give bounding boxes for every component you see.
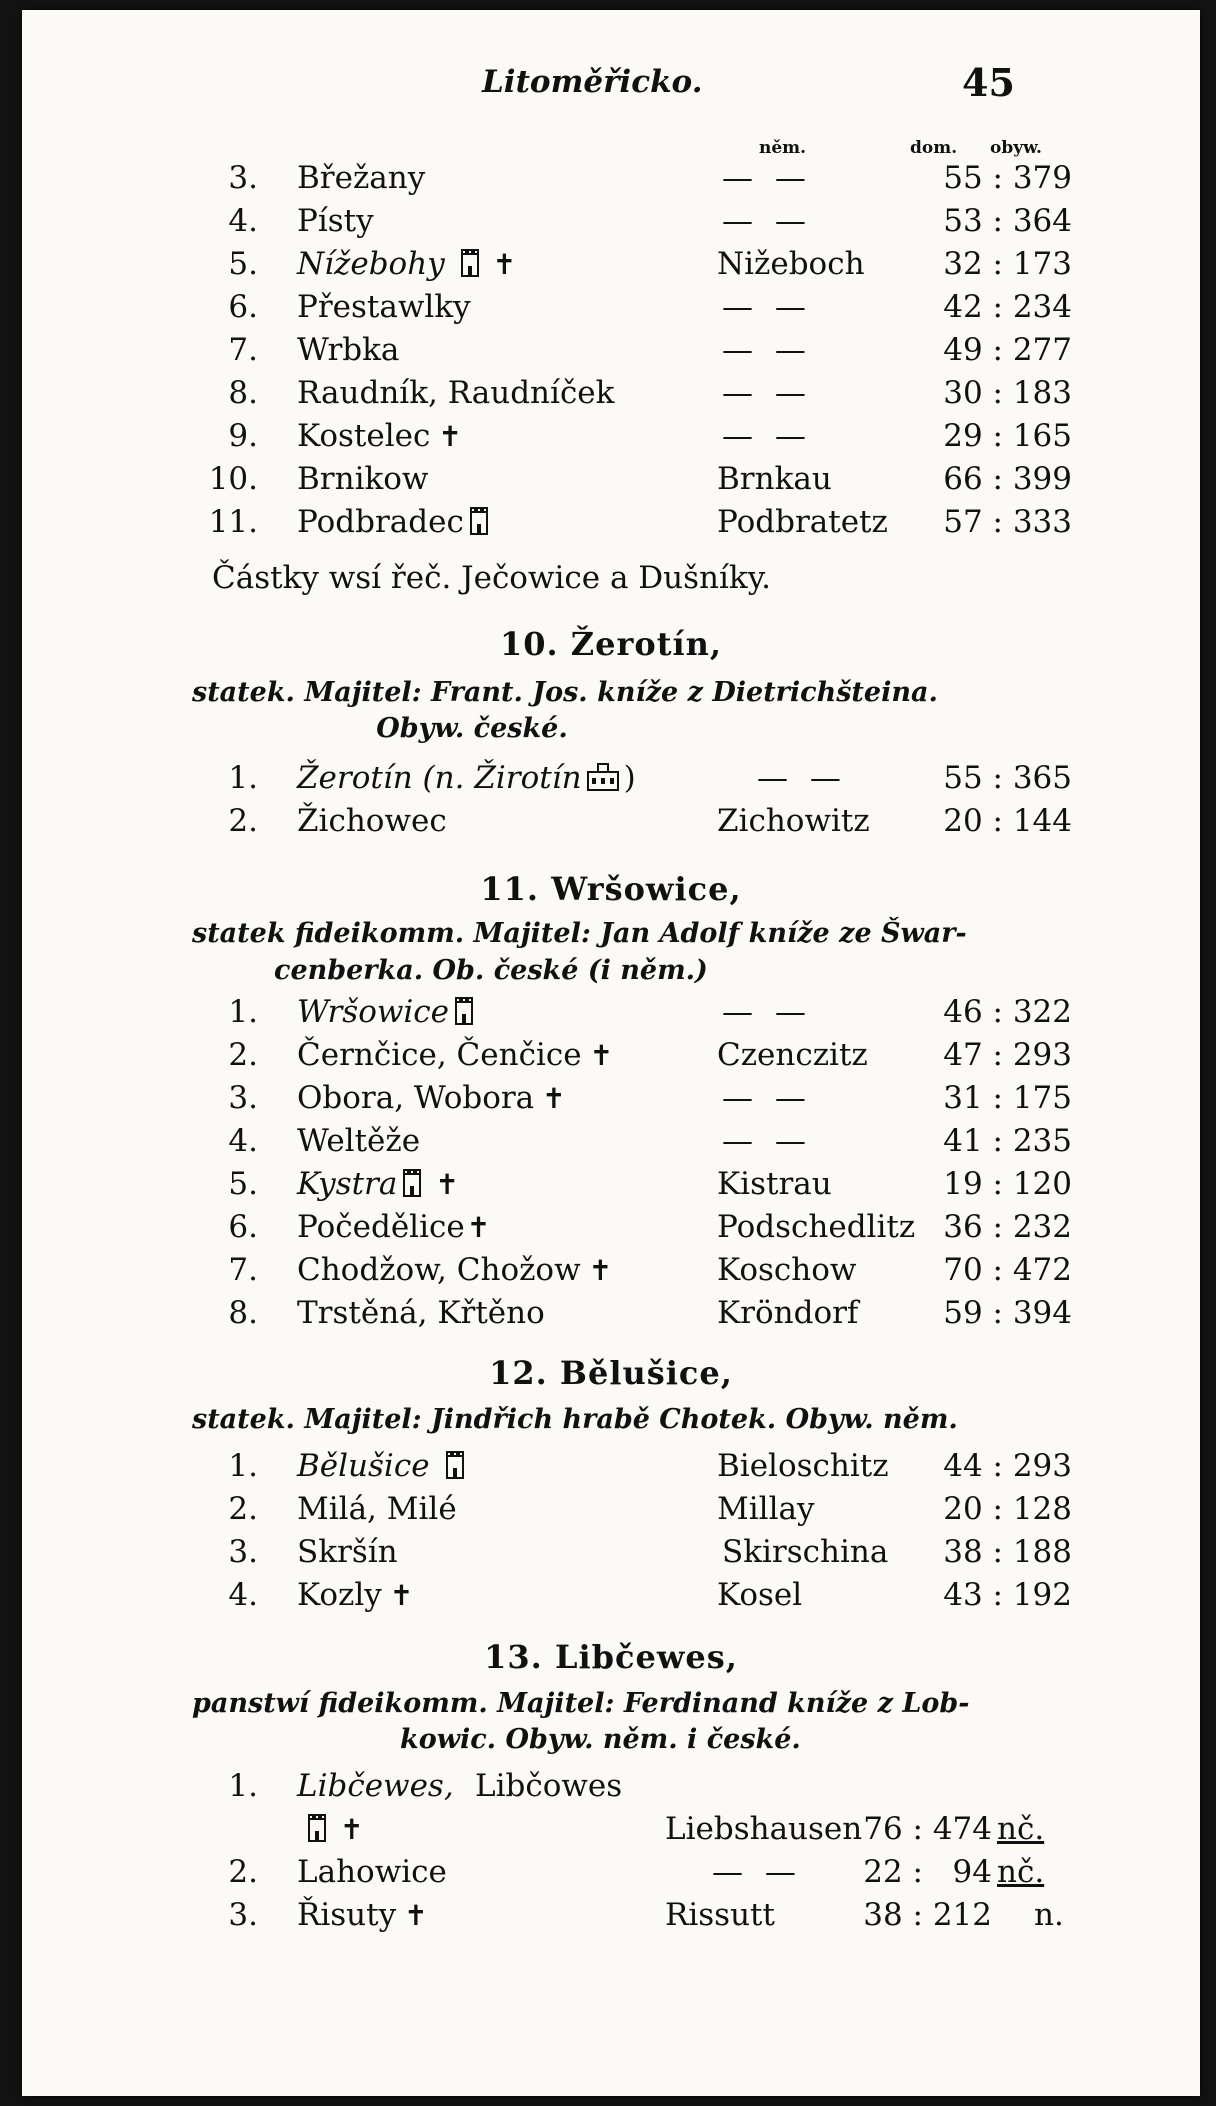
section-description: panstwí fideikomm. Majitel: Ferdinand kníže z Lob-	[192, 1688, 970, 1719]
section-description: statek fideikomm. Majitel: Jan Adolf kníže ze Šwar-	[192, 918, 967, 949]
german-name: — —	[722, 994, 812, 1030]
table-row	[22, 201, 1200, 241]
castle-icon	[586, 762, 620, 792]
german-name: — —	[722, 289, 812, 325]
row-number: 6.	[228, 1209, 258, 1245]
village-name: Brnikow	[297, 461, 429, 497]
village-name: Chodžow, Chožow	[297, 1252, 581, 1288]
statistics: 31 : 175	[943, 1080, 1072, 1116]
table-row	[22, 416, 1200, 456]
castle-icon	[453, 996, 475, 1026]
table-row	[22, 1532, 1200, 1572]
village-name: Trstěná, Křtěno	[297, 1295, 545, 1331]
german-name: Rissutt	[665, 1897, 775, 1933]
row-number: 5.	[228, 1166, 258, 1202]
german-name: Kröndorf	[717, 1295, 859, 1331]
table-row	[22, 1078, 1200, 1118]
german-name: Bieloschitz	[717, 1448, 889, 1484]
table-row	[22, 330, 1200, 370]
cross-icon: ✝	[404, 1899, 428, 1932]
village-name: Kozly	[297, 1577, 382, 1613]
column-head-german: něm.	[759, 138, 807, 158]
german-name: Millay	[717, 1491, 815, 1527]
statistics: 53 : 364	[943, 203, 1072, 239]
village-name: Kostelec	[297, 418, 431, 454]
statistics: 41 : 235	[943, 1123, 1072, 1159]
row-number: 5.	[228, 246, 258, 282]
statistics: 42 : 234	[943, 289, 1072, 325]
table-row	[22, 1164, 1200, 1204]
statistics: 43 : 192	[943, 1577, 1072, 1613]
village-name: Obora, Wobora	[297, 1080, 535, 1116]
row-number: 9.	[228, 418, 258, 454]
village-name: Břežany	[297, 160, 426, 196]
row-number: 2.	[228, 1037, 258, 1073]
village-name: Nížebohy	[297, 246, 445, 282]
german-name: — —	[722, 1080, 812, 1116]
village-name: Bělušice	[297, 1448, 430, 1484]
table-row	[22, 1121, 1200, 1161]
statistics: 38 : 212	[863, 1897, 992, 1933]
row-number: 7.	[228, 332, 258, 368]
section-title: 12. Bělušice,	[489, 1354, 733, 1392]
row-number: 2.	[228, 803, 258, 839]
statistics: 19 : 120	[943, 1166, 1072, 1202]
page-number: 45	[962, 60, 1015, 105]
german-name: Podschedlitz	[717, 1209, 916, 1245]
running-head	[22, 60, 1200, 114]
row-number: 1.	[228, 1768, 258, 1804]
table-row	[22, 1446, 1200, 1486]
table-row	[22, 1293, 1200, 1333]
row-number: 10.	[208, 461, 258, 497]
village-name: Weltěže	[297, 1123, 421, 1159]
table-row	[22, 158, 1200, 198]
row-number: 1.	[228, 760, 258, 796]
statistics: 44 : 293	[943, 1448, 1072, 1484]
table-row	[22, 1489, 1200, 1529]
german-name: Brnkau	[717, 461, 832, 497]
village-name: Písty	[297, 203, 374, 239]
document-page	[22, 10, 1200, 2096]
german-name: — —	[757, 760, 847, 796]
statistics: 55 : 379	[943, 160, 1072, 196]
table-row	[22, 287, 1200, 327]
village-name: Černčice, Čenčice	[297, 1037, 582, 1073]
row-number: 8.	[228, 1295, 258, 1331]
village-alt-name: Libčowes	[475, 1768, 623, 1804]
cross-icon: ✝	[340, 1813, 364, 1846]
paren-close: )	[623, 760, 636, 796]
section-description: cenberka. Ob. české (i něm.)	[274, 955, 708, 986]
statistics: 66 : 399	[943, 461, 1072, 497]
cross-icon: ✝	[542, 1082, 566, 1115]
village-name: Libčewes,	[297, 1768, 454, 1804]
cross-icon: ✝	[589, 1039, 614, 1072]
row-number: 2.	[228, 1854, 258, 1890]
german-name: Kosel	[717, 1577, 803, 1613]
castle-icon	[468, 506, 490, 536]
village-name: Počedělice	[297, 1209, 465, 1245]
cross-icon: ✝	[435, 1168, 459, 1201]
statistics: 46 : 322	[943, 994, 1072, 1030]
section-description: statek. Majitel: Frant. Jos. kníže z Dietrichšteina.	[192, 677, 938, 708]
table-row	[22, 992, 1200, 1032]
row-number: 3.	[228, 160, 258, 196]
german-name: Skirschina	[722, 1534, 889, 1570]
statistics: 76 : 474	[863, 1811, 992, 1847]
german-name: Zichowitz	[717, 803, 870, 839]
german-name: Kistrau	[717, 1166, 832, 1202]
table-row	[22, 373, 1200, 413]
row-number: 8.	[228, 375, 258, 411]
castle-icon	[401, 1168, 423, 1198]
table-row	[22, 459, 1200, 499]
german-name: Liebshausen	[665, 1811, 863, 1847]
statistics: 30 : 183	[943, 375, 1072, 411]
german-name: Podbratetz	[717, 504, 888, 540]
row-number: 2.	[228, 1491, 258, 1527]
village-name: Wršowice	[297, 994, 450, 1030]
row-number: 1.	[228, 994, 258, 1030]
table-row	[22, 1250, 1200, 1290]
village-name: Skršín	[297, 1534, 398, 1570]
statistics: 22 : 94	[863, 1854, 992, 1890]
row-number: 4.	[228, 1123, 258, 1159]
german-name: Nižeboch	[717, 246, 865, 282]
german-name: — —	[722, 332, 812, 368]
german-name: — —	[722, 203, 812, 239]
cross-icon: ✝	[389, 1579, 414, 1612]
row-number: 6.	[228, 289, 258, 325]
table-row	[22, 1809, 1200, 1849]
table-row	[22, 1895, 1200, 1935]
german-name: — —	[712, 1854, 802, 1890]
row-number: 7.	[228, 1252, 258, 1288]
cross-icon: ✝	[438, 420, 462, 453]
table-row	[22, 1575, 1200, 1615]
section-title: 13. Libčewes,	[484, 1638, 738, 1676]
german-name: Koschow	[717, 1252, 857, 1288]
statistics: 55 : 365	[943, 760, 1072, 796]
castle-icon	[459, 248, 481, 278]
page-title: Litoměřicko.	[482, 64, 703, 100]
cross-icon: ✝	[588, 1254, 613, 1287]
village-name: Milá, Milé	[297, 1491, 457, 1527]
german-name: — —	[722, 1123, 812, 1159]
statistics: 32 : 173	[943, 246, 1072, 282]
statistics: 57 : 333	[943, 504, 1072, 540]
village-name: Žerotín (n. Žirotín	[297, 760, 582, 796]
row-number: 3.	[228, 1080, 258, 1116]
language-note: nč.	[997, 1811, 1045, 1847]
cross-icon: ✝	[492, 248, 517, 281]
section-title: 10. Žerotín,	[499, 625, 723, 663]
row-number: 3.	[228, 1897, 258, 1933]
statistics: 47 : 293	[943, 1037, 1072, 1073]
table-row	[22, 801, 1200, 841]
village-name: Raudník, Raudníček	[297, 375, 615, 411]
german-name: — —	[722, 418, 812, 454]
section-title: 11. Wršowice,	[480, 870, 742, 908]
table-row	[22, 1035, 1200, 1075]
language-note: n.	[1034, 1897, 1064, 1933]
table-row	[22, 502, 1200, 542]
table-row	[22, 1852, 1200, 1892]
statistics: 20 : 144	[943, 803, 1072, 839]
statistics: 38 : 188	[943, 1534, 1072, 1570]
village-name: Podbradec	[297, 504, 464, 540]
row-number: 3.	[228, 1534, 258, 1570]
german-name: — —	[722, 375, 812, 411]
castle-icon	[306, 1813, 328, 1843]
village-name: Wrbka	[297, 332, 400, 368]
section-description: Obyw. české.	[376, 713, 568, 744]
statistics: 59 : 394	[943, 1295, 1072, 1331]
cross-icon: ✝	[466, 1211, 491, 1244]
section-note: Částky wsí řeč. Ječowice a Dušníky.	[212, 560, 771, 596]
row-number: 11.	[208, 504, 258, 540]
row-number: 1.	[228, 1448, 258, 1484]
statistics: 49 : 277	[943, 332, 1072, 368]
table-row	[22, 244, 1200, 284]
statistics: 36 : 232	[943, 1209, 1072, 1245]
table-row	[22, 1207, 1200, 1247]
german-name: Czenczitz	[717, 1037, 868, 1073]
column-head-population: obyw.	[990, 138, 1042, 158]
table-row	[22, 758, 1200, 798]
table-row	[22, 1766, 1200, 1806]
statistics: 29 : 165	[943, 418, 1072, 454]
village-name: Řisuty	[297, 1897, 397, 1933]
village-name: Kystra	[297, 1166, 398, 1202]
village-name: Přestawlky	[297, 289, 471, 325]
german-name: — —	[722, 160, 812, 196]
village-name: Žichowec	[297, 803, 447, 839]
column-head-houses: dom.	[910, 138, 958, 158]
statistics: 20 : 128	[943, 1491, 1072, 1527]
row-number: 4.	[228, 1577, 258, 1613]
language-note: nč.	[997, 1854, 1045, 1890]
section-description: statek. Majitel: Jindřich hrabě Chotek. Obyw. něm.	[192, 1404, 958, 1435]
castle-icon	[444, 1450, 466, 1480]
section-description: kowic. Obyw. něm. i české.	[400, 1724, 801, 1755]
row-number: 4.	[228, 203, 258, 239]
statistics: 70 : 472	[943, 1252, 1072, 1288]
village-name: Lahowice	[297, 1854, 447, 1890]
